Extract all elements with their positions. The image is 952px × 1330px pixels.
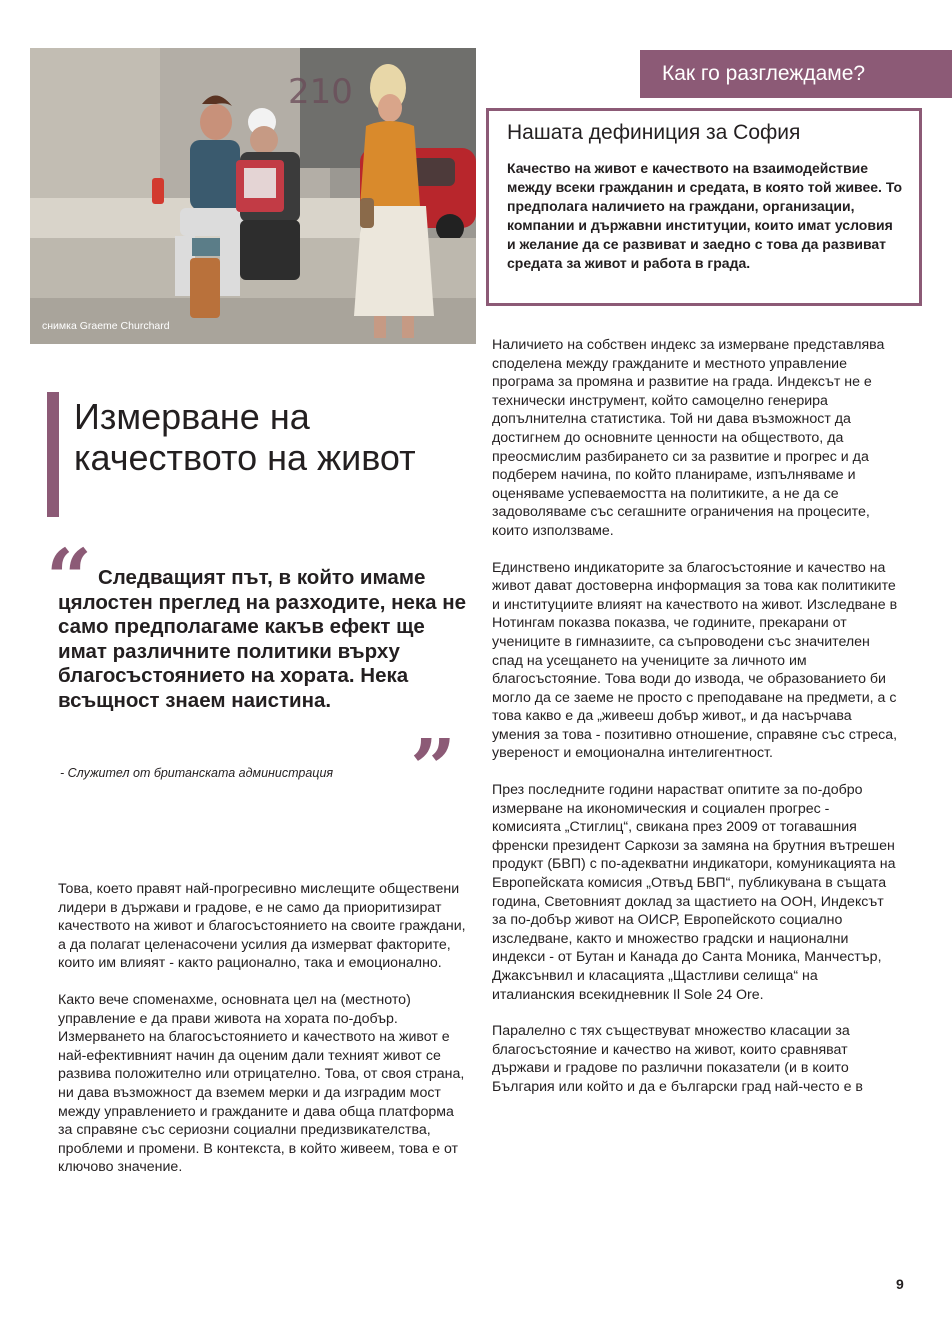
graffiti-text: 210 (288, 72, 353, 112)
open-quote-mark: “ (46, 531, 93, 625)
right-paragraph-2: Единствено индикаторите за благосъстояние и качество на живот дават достоверна информация за това как политиките и институциите влияят на качеството на живот. Изследване в Нотингам показва показва, че годините, прекарани от учениците в гимназиите, са съпроводени със значителен спад на усещането на учениците за личното им благосъстояние. Това води до извода, че образованието би могло да се заеме не просто с преподаване на предмети, а с това какво е да „живееш добър живот„ и да насърчава умения за това - позитивно отношение, справяне със стреса, увереност и емоционална интелигентност. (492, 559, 898, 762)
right-paragraph-3: През последните години нарастват опитите за по-добро измерване на икономическия и социален прогрес - комисията „Стиглиц“, свикана през 2009 от тогавашния френски президент Саркози за замяна на брутния вътрешен продукт (БВП) с по-адекватни индикатори, комуникацията на Европейската комисия „Отвъд БВП“, публикувана в същата година, Световният доклад за щастието на ООН, Индексът за по-добър живот на ОИСР, Европейското социално изследване, както и множество градски и национални индекси - от Бутан и Канада до Санта Моника, Манчестър, Джаксънвил и класацията „Щастливи селища“ на италианския всекидневник Il Sole 24 Ore. (492, 782, 896, 1003)
definition-box (486, 108, 922, 306)
left-paragraph-2: Както вече споменахме, основната цел на (местното) управление е да прави живота на хората по-добър. Измерването на благосъстоянието и качеството на живот е най-ефективният начин да оценим дали техният живот се развива положително или отрицателно. Това, от своя страна, ни дава възможност да вземем мерки и да изградим мост между управлението и гражданите и дава обща платформа за справяне със сериозни социални предизвикателства, проблеми и промени. В контекста, в който живеем, това е от ключово значение. (58, 991, 465, 1176)
right-paragraph-4: Паралелно с тях съществуват множество класации за благосъстояние и качество на живот, които сравняват държави и градове по различни показатели (и в които България или който и да е български град най-често е в (492, 1023, 863, 1095)
left-column (58, 880, 466, 1177)
left-paragraph-1: Това, което правят най-прогресивно мислещите обществени лидери в държави и градове, е не само да приоритизират качеството на живот и благосъстоянието на своите граждани, а да полагат целенасочени усилия да измерват факторите, които им влияят - както рационално, така и емоционално. (58, 881, 466, 972)
right-paragraph-1: Наличието на собствен индекс за измерване представлява споделена между гражданите и местното управление програма за промяна и развитие на града. Индексът не е технически инструмент, който самоцелно генерира допълнителна статистика. Той ни дава възможност да достигнем до основните ценности на обществото, да преосмислим разбирането си за развитие и прогрес и да подберем начина, по който планираме, изпълняваме и оценяваме успеваемостта на политиките, а не да се задоволяваме със сегашните ограничения на процесите, които използваме. (492, 337, 885, 539)
photo-credit: снимка Graeme Churchard (42, 320, 170, 332)
photo-illustration (30, 48, 476, 344)
quote-source: - Служител от британската администрация (60, 766, 334, 780)
pull-quote: Следващият път, в който имаме цялостен преглед на разходите, нека не само предполагаме какъв ефект ще имат различните политики върху благосъстоянието на хората. Нека всъщност знаем наистина. (58, 566, 467, 712)
heading-accent-bar (47, 392, 59, 517)
definition-title: Нашата дефиниция за София (507, 121, 801, 144)
page-heading: Измерване на качеството на живот (74, 396, 416, 478)
definition-text: Качество на живот е качеството на взаимодействие между всеки гражданин и средата, в която той живее. То предполага наличието на граждани, организации, компании и държавни институции, които имат условия и желание да се развиват и заедно с това да развиват средата за живот и работа в града. (507, 160, 903, 271)
page-number: 9 (896, 1276, 904, 1292)
street-musicians-photo (30, 48, 476, 344)
section-tab: Как го разглеждаме? (640, 50, 952, 98)
close-quote-mark: ” (410, 721, 457, 815)
right-column (492, 336, 902, 1097)
